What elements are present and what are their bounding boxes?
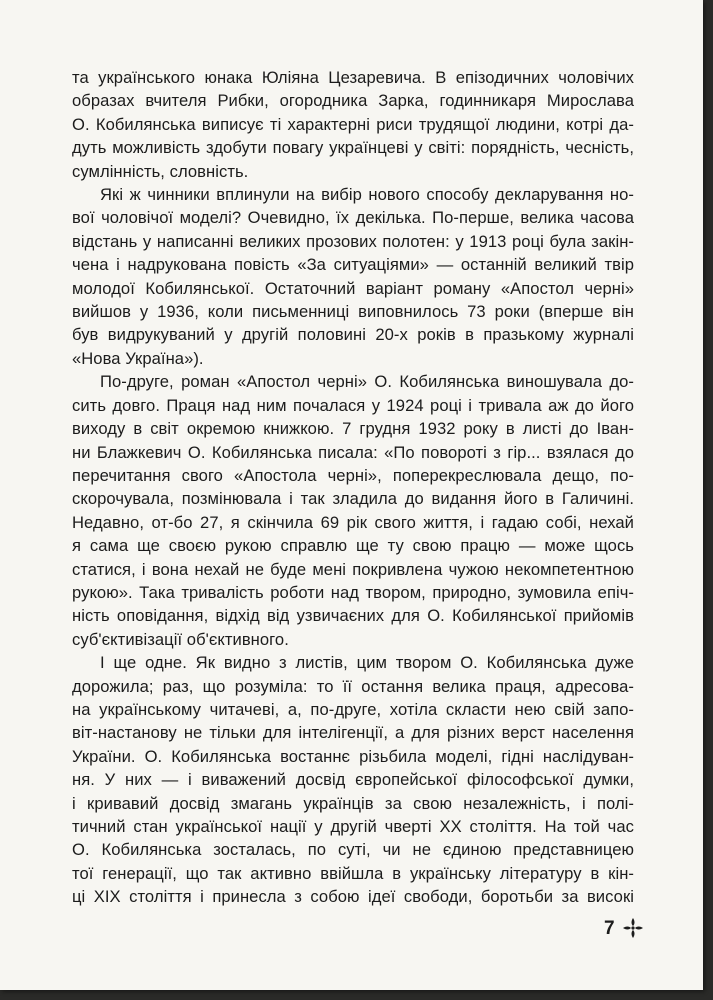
paragraph [72,370,634,651]
text-line: дорожила; раз, що розуміла: то її остання велика праця, адресова- [72,676,634,696]
text-line: І ще одне. Як видно з листів, цим твором О. Кобилянська дуже [100,653,634,673]
text-line: ці XIX століття і принесла з собою ідеї свободи, боротьби за високі [72,887,634,907]
text-line: ни Блажкевич О. Кобилянська писала: «По повороті з гір... взялася до [72,442,634,462]
text-line: О. Кобилянська виписує ті характерні риси трудящої людини, котрі да- [72,114,634,134]
text-line: Недавно, от-бо 27, я скінчила 69 рік свого життя, і гадаю собі, нехай [72,512,634,532]
text-line: молодої Кобилянської. Остаточний варіант роману «Апостол черні» [72,278,634,298]
text-line: суб'єктивізації об'єктивного. [72,629,289,649]
text-line: вої чоловічої моделі? Очевидно, їх декілька. По-перше, велика часова [72,208,634,228]
text-line: тої генерації, що так активно ввійшла в українську літературу в кін- [72,863,634,883]
text-line: По-друге, роман «Апостол черні» О. Кобилянська виношувала до- [100,372,634,392]
paragraph [72,183,634,370]
text-line: рукою». Така тривалість роботи над твором, природно, зумовила епіч- [72,582,634,602]
text-line: на українському читачеві, а, по-друге, хотіла скласти нею свій запо- [72,699,634,719]
text-line: та українського юнака Юліяна Цезаревича. В епізодичних чоловічих [72,68,634,87]
text-line: дуть можливість здобути повагу українцеві у світі: порядність, чесність, [72,138,634,158]
text-line: віт-настанову не тільки для інтелігенції, а для різних верст населення [72,723,634,743]
text-line: скорочувала, позмінювала і так зладила до видання його в Галичині. [72,489,634,509]
text-line: відстань у написанні великих прозових полотен: у 1913 році була закін- [72,231,634,251]
text-line: образах вчителя Рибки, огородника Зарка, годинникаря Мирослава [72,91,634,111]
four-petal-ornament-icon [622,917,644,939]
text-line: я сама ще своєю рукою справлю ще ту свою працю — може щось [72,536,634,556]
text-line: сить довго. Праця над ним почалася у 1924 році і тривала аж до його [72,395,634,415]
text-line: був видрукуваний у другій половині 20-х років в празькому журналі [72,325,634,345]
text-line: і кривавий досвід змагань українців за свою незалежність, і полі- [72,793,634,813]
text-line: виходу в світ окремою книжкою. 7 грудня 1932 року в листі до Іван- [72,419,634,439]
text-line: чена і надрукована повість «За ситуаціями» — останній великий твір [72,255,634,275]
text-line: статися, і вона нехай не буде мені покривлена чужою некомпетентною [72,559,634,579]
text-line: ність оповідання, відхід від узвичаєних для О. Кобилянської прийомів [72,606,634,626]
text-line: тичний стан української нації у другій чверті XX століття. На той час [72,817,634,836]
text-line: ня. У них — і виважений досвід європейської філософської думки, [72,770,634,790]
paragraph [72,66,634,183]
paragraph [72,651,634,908]
text-line: О. Кобилянська зосталась, по суті, чи не єдиною представницею [72,840,634,860]
text-line: України. О. Кобилянська востаннє різьбила моделі, гідні наслідуван- [72,746,634,766]
text-line: «Нова Україна»). [72,348,204,368]
body-text [72,66,634,909]
text-line: сумлінність, словність. [72,161,249,181]
page-number: 7 [604,918,615,939]
text-line: вийшов у 1936, коли письменниці виповнилось 73 роки (вперше він [72,302,634,322]
text-line: перечитання свого «Апостола черні», поперекреслювала дещо, по- [72,465,634,485]
text-line: Які ж чинники вплинули на вибір нового способу декларування но- [100,185,634,205]
